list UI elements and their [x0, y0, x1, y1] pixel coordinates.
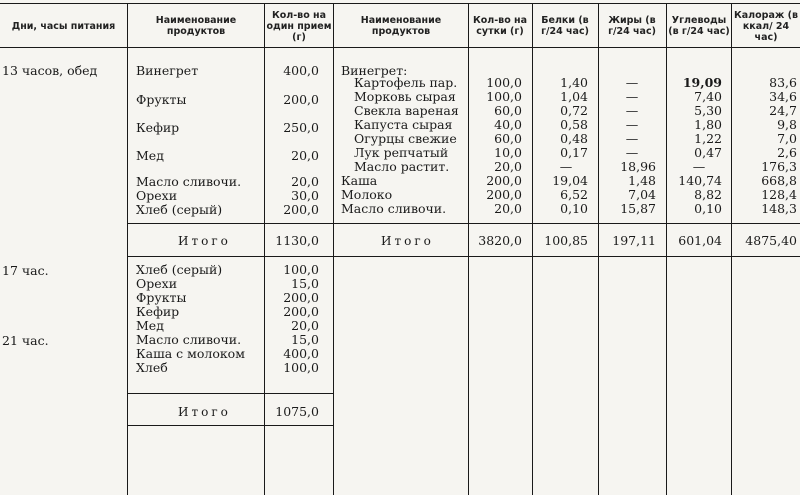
daily-row-qty: 100,0 — [486, 75, 522, 90]
header-rule — [0, 47, 800, 48]
meal13-item-qty: 200,0 — [283, 92, 319, 107]
daily-row-qty: 20,0 — [494, 159, 522, 174]
meal17-item-name: Хлеб (серый) — [136, 262, 223, 277]
daily-row-qty: 40,0 — [494, 117, 522, 132]
header-qty-per-meal: Кол-во на один прием (г) — [266, 9, 332, 43]
meal13-item-name: Фрукты — [136, 92, 187, 107]
daily-row-qty: 60,0 — [494, 103, 522, 118]
meal17-item-name: Кефир — [136, 304, 180, 319]
meal13-item-name: Винегрет — [136, 63, 199, 78]
meal13-item-qty: 200,0 — [283, 202, 319, 217]
daily-row-qty: 100,0 — [486, 89, 522, 104]
meal-time-13: 13 часов, обед — [2, 63, 98, 78]
daily-row-fat: 18,96 — [620, 159, 656, 174]
daily-row-name: Свекла вареная — [354, 103, 459, 118]
daily-row-qty: 60,0 — [494, 131, 522, 146]
daily-total-carbs: 601,04 — [678, 233, 722, 248]
daily-row-protein: — — [559, 159, 573, 174]
daily-row-protein: 0,10 — [560, 201, 588, 216]
daily-row-calories: 9,8 — [777, 117, 797, 132]
daily-row-qty: 10,0 — [494, 145, 522, 160]
col-divider-2 — [264, 3, 265, 495]
meal-time-17: 17 час. — [2, 263, 49, 278]
meal13-item-qty: 250,0 — [283, 120, 319, 135]
header-product-name: Наименование продуктов — [155, 15, 237, 37]
daily-row-protein: 1,40 — [560, 75, 588, 90]
header-day-time: Дни, часы питания — [11, 20, 116, 32]
daily-row-carbs: 7,40 — [694, 89, 722, 104]
meal-time-21: 21 час. — [2, 333, 49, 348]
meal21-total-qty: 1075,0 — [275, 404, 319, 419]
daily-row-calories: 7,0 — [777, 131, 797, 146]
col-divider-7 — [666, 3, 667, 495]
daily-row-qty: 200,0 — [486, 173, 522, 188]
header-carbs: Углеводы (в г/24 час) — [668, 15, 730, 37]
meal17-item-qty: 200,0 — [283, 290, 319, 305]
meal13-item-qty: 400,0 — [283, 63, 319, 78]
meal17-item-name: Орехи — [136, 276, 178, 291]
daily-row-name: Масло сливочи. — [341, 201, 447, 216]
daily-row-fat: — — [625, 131, 639, 146]
meal13-item-name: Мед — [136, 148, 164, 163]
header-qty-per-day: Кол-во на сутки (г) — [472, 15, 527, 37]
daily-row-name: Молоко — [341, 187, 393, 202]
daily-row-name: Морковь сырая — [354, 89, 456, 104]
daily-row-qty: 20,0 — [494, 201, 522, 216]
daily-row-calories: 128,4 — [761, 187, 797, 202]
daily-row-protein: 0,72 — [560, 103, 588, 118]
meal17-item-name: Мед — [136, 318, 164, 333]
daily-row-calories: 83,6 — [769, 75, 797, 90]
daily-row-fat: — — [625, 117, 639, 132]
daily-row-carbs: 0,10 — [694, 201, 722, 216]
total2-rule-bottom — [128, 425, 334, 426]
col-divider-3 — [333, 3, 334, 495]
daily-row-protein: 0,17 — [560, 145, 588, 160]
meal17-item-name: Фрукты — [136, 290, 187, 305]
daily-row-calories: 176,3 — [761, 159, 797, 174]
daily-row-name: Лук репчатый — [354, 145, 449, 160]
daily-total-calories: 4875,40 — [745, 233, 797, 248]
header-protein: Белки (в г/24 час) — [541, 15, 589, 37]
daily-row-fat: 15,87 — [620, 201, 656, 216]
meal13-item-name: Орехи — [136, 188, 178, 203]
meal13-item-qty: 20,0 — [291, 148, 319, 163]
col-divider-8 — [731, 3, 732, 495]
meal21-total-label: Итого — [178, 405, 231, 419]
daily-row-carbs: 140,74 — [678, 173, 722, 188]
daily-row-fat: — — [625, 145, 639, 160]
daily-row-carbs: 8,82 — [694, 187, 722, 202]
meal13-item-qty: 30,0 — [291, 188, 319, 203]
daily-row-fat: — — [625, 103, 639, 118]
daily-row-carbs: 0,47 — [694, 145, 722, 160]
daily-total-qty: 3820,0 — [478, 233, 522, 248]
daily-row-fat: — — [625, 89, 639, 104]
meal17-item-qty: 15,0 — [291, 276, 319, 291]
daily-total-label: Итого — [381, 234, 434, 248]
vinegret-label: Винегрет: — [341, 63, 408, 78]
meal13-item-name: Хлеб (серый) — [136, 202, 223, 217]
daily-row-name: Масло растит. — [354, 159, 450, 174]
daily-row-qty: 200,0 — [486, 187, 522, 202]
daily-row-carbs: — — [692, 159, 706, 174]
meal17-item-qty: 100,0 — [283, 262, 319, 277]
meal13-total-qty: 1130,0 — [275, 233, 319, 248]
total-rule-bottom — [128, 256, 800, 257]
daily-row-fat: 1,48 — [628, 173, 656, 188]
daily-row-protein: 0,58 — [560, 117, 588, 132]
daily-row-name: Огурцы свежие — [354, 131, 457, 146]
daily-row-protein: 6,52 — [560, 187, 588, 202]
col-divider-1 — [127, 3, 128, 495]
daily-row-carbs: 1,22 — [694, 131, 722, 146]
meal21-item-qty: 400,0 — [283, 346, 319, 361]
meal13-item-name: Масло сливочи. — [136, 174, 242, 189]
daily-row-carbs: 1,80 — [694, 117, 722, 132]
daily-row-name: Каша — [341, 173, 378, 188]
daily-row-protein: 1,04 — [560, 89, 588, 104]
header-product-name-2: Наименование продуктов — [360, 15, 442, 37]
daily-row-name: Капуста сырая — [354, 117, 453, 132]
header-calories: Калораж (в ккал/ 24 час) — [734, 9, 798, 43]
col-divider-6 — [598, 3, 599, 495]
meal13-item-qty: 20,0 — [291, 174, 319, 189]
meal21-item-name: Каша с молоком — [136, 346, 245, 361]
meal17-item-qty: 200,0 — [283, 304, 319, 319]
meal21-item-qty: 15,0 — [291, 332, 319, 347]
meal13-total-label: Итого — [178, 234, 231, 248]
total-rule-top — [128, 223, 334, 224]
daily-row-calories: 668,8 — [761, 173, 797, 188]
daily-row-fat: 7,04 — [628, 187, 656, 202]
col-divider-5 — [532, 3, 533, 495]
daily-row-fat: — — [625, 75, 639, 90]
daily-row-calories: 24,7 — [769, 103, 797, 118]
meal21-item-qty: 100,0 — [283, 360, 319, 375]
meal21-item-name: Хлеб — [136, 360, 168, 375]
daily-row-carbs: 19,09 — [682, 75, 722, 90]
daily-total-protein: 100,85 — [544, 233, 588, 248]
daily-total-fat: 197,11 — [612, 233, 656, 248]
daily-row-protein: 0,48 — [560, 131, 588, 146]
top-rule — [0, 3, 800, 4]
daily-row-protein: 19,04 — [552, 173, 588, 188]
daily-row-calories: 2,6 — [777, 145, 797, 160]
daily-row-calories: 34,6 — [769, 89, 797, 104]
daily-row-carbs: 5,30 — [694, 103, 722, 118]
daily-row-calories: 148,3 — [761, 201, 797, 216]
header-fat: Жиры (в г/24 час) — [608, 15, 656, 37]
col-divider-4 — [468, 3, 469, 495]
meal13-item-name: Кефир — [136, 120, 180, 135]
total2-rule-top — [128, 393, 334, 394]
daily-row-name: Картофель пар. — [354, 75, 458, 90]
meal17-item-qty: 20,0 — [291, 318, 319, 333]
meal21-item-name: Масло сливочи. — [136, 332, 242, 347]
